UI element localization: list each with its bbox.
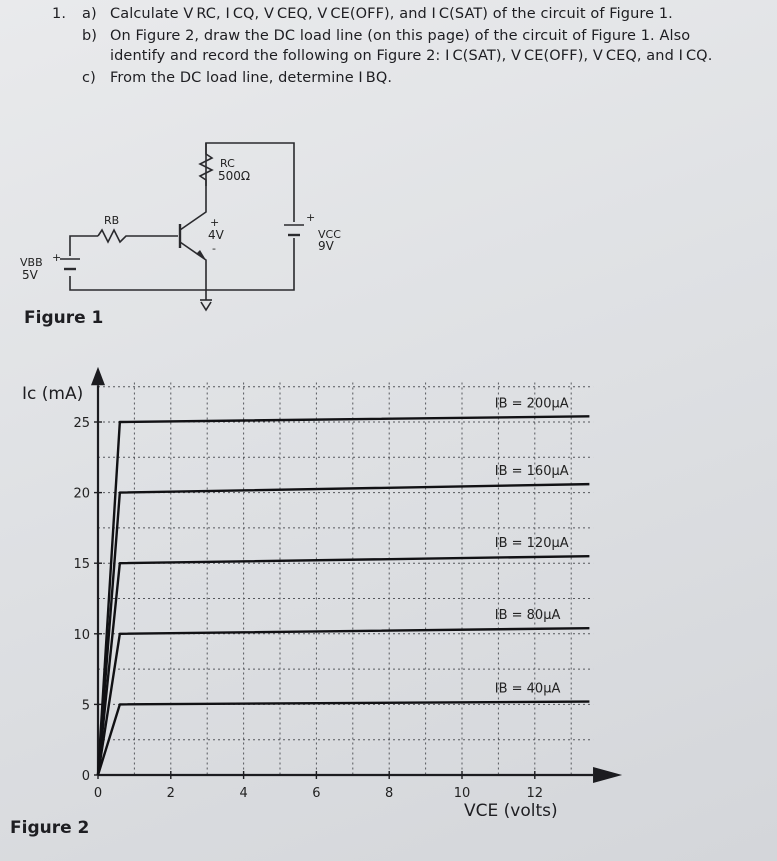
vcc-plus: + bbox=[306, 211, 316, 224]
ib-curve bbox=[98, 484, 589, 775]
circuit-wires bbox=[60, 143, 304, 310]
transistor-emitter bbox=[180, 242, 206, 300]
y-tick-label: 15 bbox=[73, 557, 90, 573]
x-tick-label: 8 bbox=[385, 786, 394, 801]
emitter-arrow-icon bbox=[196, 250, 206, 260]
chart-grid bbox=[98, 382, 593, 775]
vbe-minus: - bbox=[212, 242, 216, 255]
figure2-caption: Figure 2 bbox=[10, 818, 90, 838]
ib-curve bbox=[98, 628, 589, 775]
vcc-label: VCC bbox=[318, 228, 341, 241]
question-number: 1. bbox=[52, 6, 67, 22]
x-tick-label: 4 bbox=[239, 786, 248, 801]
ib-curve-label: IB = 80μA bbox=[494, 608, 561, 624]
x-tick-label: 0 bbox=[93, 786, 103, 801]
ground-icon bbox=[201, 302, 211, 310]
ib-curve-label: IB = 160μA bbox=[494, 464, 569, 480]
vbb-plus: + bbox=[52, 251, 62, 264]
question-c-letter: c) bbox=[82, 70, 96, 86]
question-a-letter: a) bbox=[82, 6, 97, 22]
y-tick-label: 10 bbox=[73, 627, 90, 643]
vbb-label: VBB bbox=[20, 256, 43, 269]
wire-top bbox=[206, 143, 294, 222]
question-b-letter: b) bbox=[82, 28, 98, 44]
x-tick-label: 2 bbox=[166, 786, 175, 801]
vbe-plus: + bbox=[210, 216, 220, 229]
rc-label: RC bbox=[220, 157, 235, 170]
wire-left bbox=[70, 236, 98, 256]
ib-curve bbox=[98, 556, 589, 775]
rc-value: 500Ω bbox=[218, 169, 251, 183]
y-tick-label: 20 bbox=[73, 486, 90, 502]
rb-label: RB bbox=[104, 214, 120, 227]
question-a-text: Calculate V RC, I CQ, V CEQ, V CE(OFF), and I C(SAT) of the circuit of Figure 1. bbox=[110, 6, 673, 22]
question-b-line2: identify and record the following on Figure 2: I C(SAT), V CE(OFF), V CEQ, and I CQ. bbox=[110, 48, 713, 64]
question-c-text: From the DC load line, determine I BQ. bbox=[110, 70, 393, 86]
x-tick-label: 10 bbox=[453, 786, 471, 801]
vbb-value: 5V bbox=[22, 268, 38, 282]
transistor-collector bbox=[180, 186, 206, 230]
figure1-caption: Figure 1 bbox=[24, 308, 104, 328]
vcc-value: 9V bbox=[318, 239, 334, 253]
ib-curve bbox=[98, 702, 589, 775]
x-axis-arrow-icon bbox=[593, 767, 622, 783]
x-tick-label: 6 bbox=[312, 786, 321, 801]
ib-curve-label: IB = 200μA bbox=[494, 396, 569, 412]
question-b-line1: On Figure 2, draw the DC load line (on this page) of the circuit of Figure 1. Also bbox=[110, 28, 691, 44]
ib-curve-label: IB = 40μA bbox=[494, 681, 561, 697]
ib-curve-label: IB = 120μA bbox=[494, 536, 569, 552]
y-tick-label: 0 bbox=[81, 769, 90, 784]
rb-resistor bbox=[98, 230, 136, 242]
y-axis-arrow-icon bbox=[91, 367, 105, 385]
y-tick-label: 25 bbox=[73, 416, 90, 431]
chart-series bbox=[98, 416, 589, 775]
x-tick-label: 12 bbox=[526, 786, 544, 801]
chart-axes bbox=[91, 367, 622, 783]
y-tick-label: 5 bbox=[81, 698, 90, 714]
x-axis-title: VCE (volts) bbox=[464, 801, 558, 821]
rc-resistor bbox=[200, 143, 212, 186]
ib-curve bbox=[98, 416, 589, 775]
chart-labels bbox=[73, 396, 568, 801]
vbe-value: 4V bbox=[208, 228, 224, 242]
wire-bottom bbox=[70, 238, 294, 290]
y-axis-title: Ic (mA) bbox=[22, 384, 84, 404]
